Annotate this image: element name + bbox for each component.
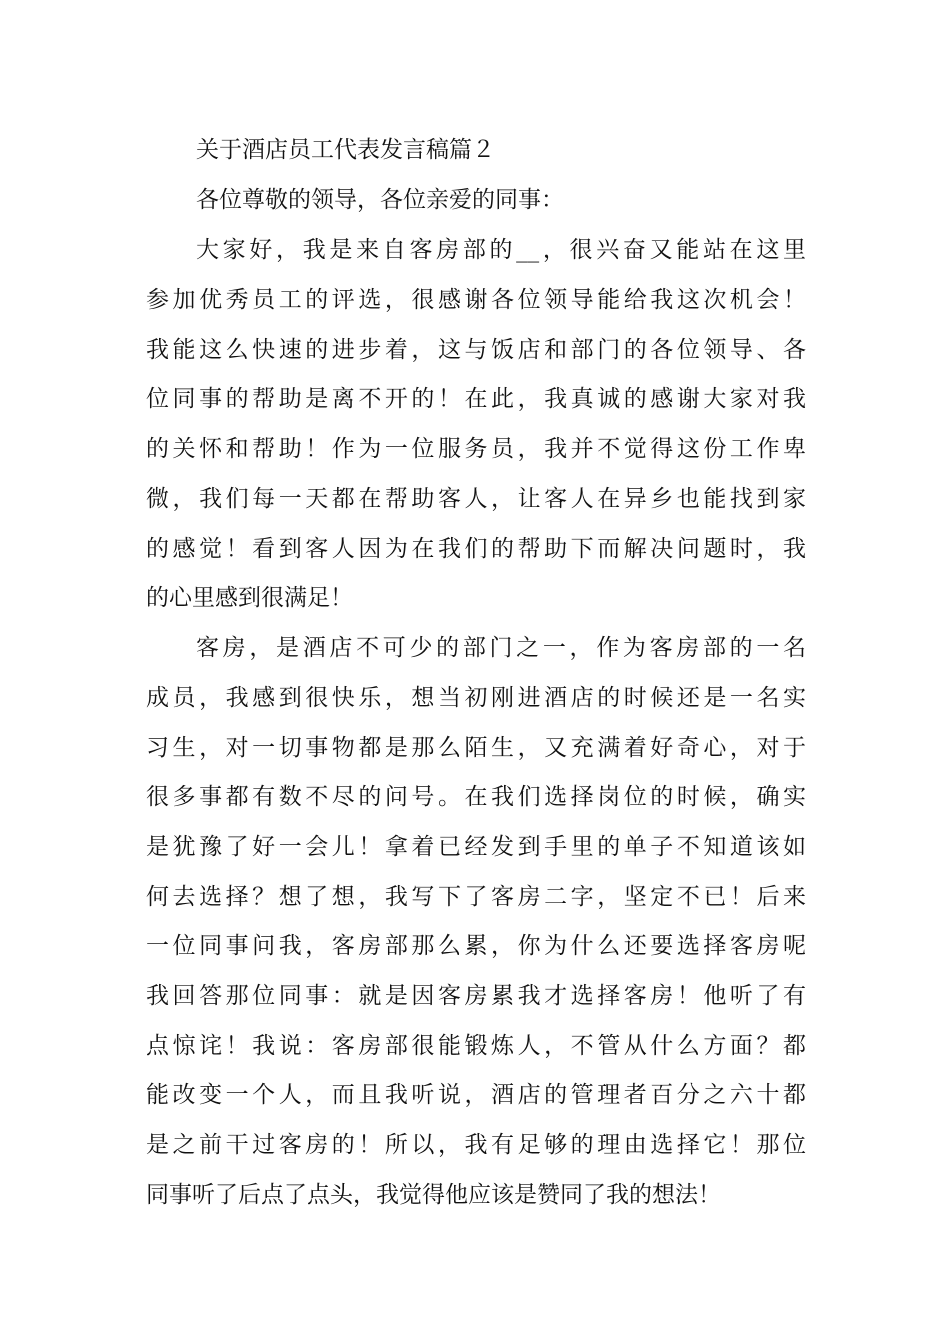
paragraph-2-line: 是之前干过客房的！所以，我有足够的理由选择它！那位 <box>146 1132 806 1158</box>
paragraph-1-line: 的心里感到很满足！ <box>146 585 353 611</box>
paragraph-2-line: 点惊诧！我说：客房部很能锻炼人，不管从什么方面？都 <box>146 1033 806 1059</box>
paragraph-2-line: 客房，是酒店不可少的部门之一，作为客房部的一名 <box>196 635 806 661</box>
paragraph-2-line: 同事听了后点了点头，我觉得他应该是赞同了我的想法！ <box>146 1182 721 1208</box>
paragraph-1-line: 微，我们每一天都在帮助客人，让客人在异乡也能找到家 <box>146 486 806 512</box>
paragraph-2-line: 一位同事问我，客房部那么累，你为什么还要选择客房呢 <box>146 933 806 959</box>
paragraph-2-line: 何去选择？想了想，我写下了客房二字，坚定不已！后来 <box>146 884 806 910</box>
paragraph-2-line: 能改变一个人，而且我听说，酒店的管理者百分之六十都 <box>146 1082 806 1108</box>
paragraph-1-line: 我能这么快速的进步着，这与饭店和部门的各位领导、各 <box>146 337 806 363</box>
paragraph-1-line: 大家好，我是来自客房部的__，很兴奋又能站在这里 <box>196 237 806 263</box>
greeting-line: 各位尊敬的领导，各位亲爱的同事： <box>196 187 564 213</box>
paragraph-1-line: 的感觉！看到客人因为在我们的帮助下而解决问题时，我 <box>146 536 806 562</box>
paragraph-2-line: 很多事都有数不尽的问号。在我们选择岗位的时候，确实 <box>146 784 806 810</box>
paragraph-2-line: 习生，对一切事物都是那么陌生，又充满着好奇心，对于 <box>146 735 806 761</box>
paragraph-1-line: 参加优秀员工的评选，很感谢各位领导能给我这次机会！ <box>146 287 806 313</box>
paragraph-1-line: 的关怀和帮助！作为一位服务员，我并不觉得这份工作卑 <box>146 436 806 462</box>
paragraph-2-line: 成员，我感到很快乐，想当初刚进酒店的时候还是一名实 <box>146 685 806 711</box>
paragraph-2-line: 我回答那位同事：就是因客房累我才选择客房！他听了有 <box>146 983 806 1009</box>
document-title: 关于酒店员工代表发言稿篇２ <box>196 137 495 163</box>
paragraph-1-line: 位同事的帮助是离不开的！在此，我真诚的感谢大家对我 <box>146 386 806 412</box>
paragraph-2-line: 是犹豫了好一会儿！拿着已经发到手里的单子不知道该如 <box>146 834 806 860</box>
